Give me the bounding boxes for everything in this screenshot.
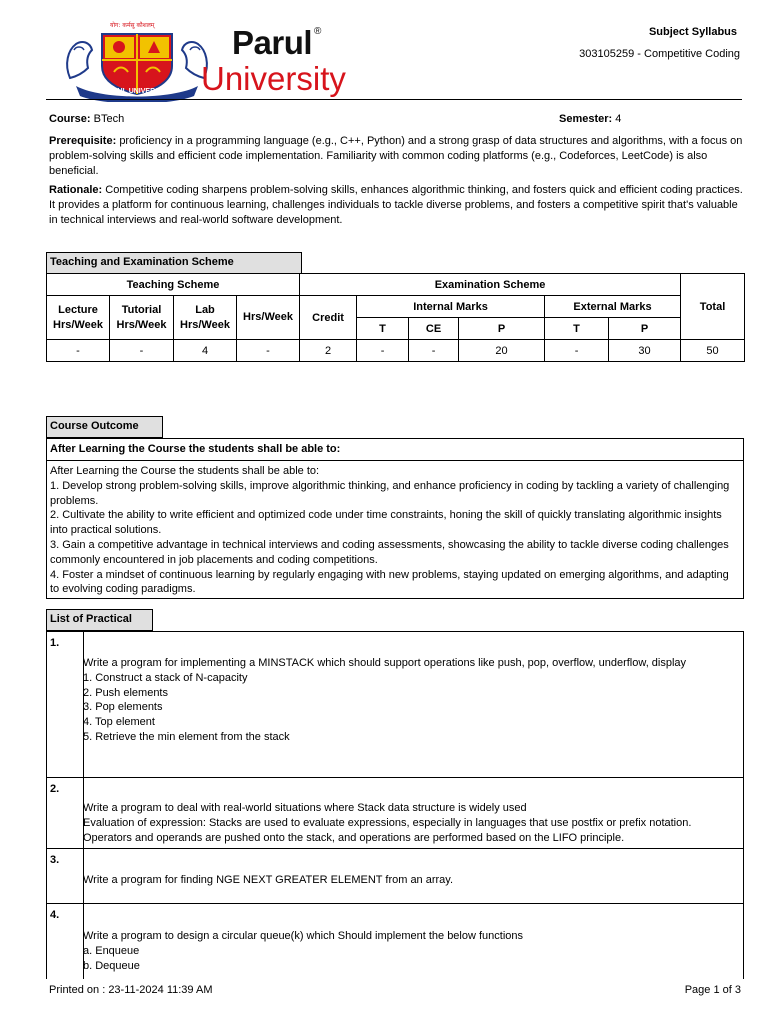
internal-marks-header: Internal Marks [357, 296, 545, 318]
practical-text-2 [83, 801, 738, 845]
practical-line: Write a program for implementing a MINSTACK which should support operations like push, pop, overflow, underflow, display [83, 657, 687, 669]
semester-row [559, 113, 621, 125]
course-outcome-tab: Course Outcome [46, 416, 163, 438]
practical-line: Write a program to design a circular queue(k) which Should implement the below functions [83, 930, 524, 942]
practical-line: 1. Construct a stack of N-capacity [83, 671, 248, 684]
practical-number: 3. [50, 854, 60, 866]
practical-line: a. Enqueue [83, 944, 140, 957]
external-t-value: - [545, 340, 609, 362]
practical-line: b. Dequeue [83, 959, 140, 972]
prerequisite-label: Prerequisite: [49, 135, 117, 147]
internal-ce-value: - [409, 340, 459, 362]
scheme-values-row [47, 340, 745, 362]
internal-ce-header: CE [409, 318, 459, 340]
practical-tab: List of Practical [46, 609, 153, 631]
rationale-text: Competitive coding sharpens problem-solving skills, enhances algorithmic thinking, and fosters quick and efficient coding practices. It provides a platform for continuous learning, challenges individuals to tackle diverse problems, and fosters a competitive spirit that's valuable in technical interviews and real-world software development. [49, 184, 743, 226]
university-logo [62, 20, 212, 102]
hrs-header: Hrs/Week [237, 296, 300, 340]
wordmark-parul [232, 26, 319, 59]
scheme-tab: Teaching and Examination Scheme [46, 252, 302, 274]
practical-line: 2. Push elements [83, 686, 168, 699]
header-divider [46, 99, 742, 100]
practical-number: 4. [50, 909, 60, 921]
total-value: 50 [681, 340, 745, 362]
teaching-scheme-header: Teaching Scheme [47, 274, 300, 296]
outcome-line: 3. Gain a competitive advantage in technical interviews and coding assessments, showcasing the ability to tackle diverse coding challenges commonly encountered in job placements and coding competitions. [50, 538, 729, 566]
practical-line: 4. Top element [83, 716, 155, 729]
practical-line: Evaluation of expression: Stacks are used to evaluate expressions, especially in languages that use postfix or prefix notation. Operators and operands are pushed onto the stack, and operations are performed based on the LIFO principle. [83, 816, 692, 844]
tutorial-value: - [110, 340, 174, 362]
hrs-value: - [237, 340, 300, 362]
semester-label: Semester: [559, 113, 613, 125]
rationale-label: Rationale: [49, 184, 103, 196]
tutorial-header: Tutorial Hrs/Week [110, 296, 174, 340]
page-indicator: Page 1 of 3 [684, 984, 741, 996]
scheme-table [46, 273, 745, 362]
lecture-header: Lecture Hrs/Week [47, 296, 110, 340]
course-value: BTech [93, 113, 125, 125]
exam-scheme-header: Examination Scheme [300, 274, 681, 296]
practical-line: 5. Retrieve the min element from the stack [83, 730, 290, 743]
external-p-header: P [609, 318, 681, 340]
outcome-line: 2. Cultivate the ability to write efficient and optimized code under time constraints, honing the skill of quickly translating algorithmic insights into practical solutions. [50, 509, 722, 537]
outcome-line: After Learning the Course the students shall be able to: [50, 465, 320, 477]
rationale [49, 183, 743, 228]
external-t-header: T [545, 318, 609, 340]
course-outcome-body [46, 460, 744, 599]
external-marks-header: External Marks [545, 296, 681, 318]
external-p-value: 30 [609, 340, 681, 362]
prerequisite [49, 134, 743, 179]
outcome-line: 4. Foster a mindset of continuous learning by regularly engaging with new problems, staying updated on emerging algorithms, and adapting to evolving coding paradigms. [50, 568, 729, 596]
course-row [49, 113, 124, 125]
course-label: Course: [49, 113, 91, 125]
lab-value: 4 [174, 340, 237, 362]
course-outcome-heading: After Learning the Course the students shall be able to: [46, 438, 744, 461]
lab-header: Lab Hrs/Week [174, 296, 237, 340]
prerequisite-text: proficiency in a programming language (e.g., C++, Python) and a strong grasp of data structures and algorithms, with a focus on problem-solving skills and efficient code implementation. Familiarity with common coding platforms (e.g., Codeforces, LeetCode) is also beneficial. [49, 135, 743, 177]
internal-p-value: 20 [459, 340, 545, 362]
logo-motto: योग: कर्मसु कौशलम् [110, 22, 155, 29]
practical-number: 2. [50, 783, 60, 795]
credit-value: 2 [300, 340, 357, 362]
practical-text-3 [83, 873, 738, 888]
doc-type: Subject Syllabus [648, 26, 737, 38]
practical-number: 1. [50, 637, 60, 649]
internal-t-value: - [357, 340, 409, 362]
practical-line: Write a program to deal with real-world situations where Stack data structure is widely used [83, 802, 527, 814]
registered-mark: ® [314, 26, 321, 37]
subject-title: 303105259 - Competitive Coding [579, 48, 740, 60]
outcome-line: 1. Develop strong problem-solving skills, improve algorithmic thinking, and enhance proficiency in coding by tackling a variety of challenging problems. [50, 479, 730, 507]
practical-text-4 [83, 929, 738, 973]
wordmark-parul-text: Parul [232, 24, 313, 61]
lecture-value: - [47, 340, 110, 362]
credit-header: Credit [300, 296, 357, 340]
semester-value: 4 [615, 113, 622, 125]
internal-t-header: T [357, 318, 409, 340]
internal-p-header: P [459, 318, 545, 340]
total-header: Total [681, 274, 745, 340]
practical-line: Write a program for finding NGE NEXT GREATER ELEMENT from an array. [83, 874, 454, 886]
practical-text-1 [83, 656, 738, 745]
practical-line: 3. Pop elements [83, 701, 163, 714]
wordmark-university: University [201, 60, 346, 97]
printed-on: Printed on : 23-11-2024 11:39 AM [49, 984, 213, 996]
logo-ribbon-text: PARUL UNIVERSITY [103, 88, 171, 95]
